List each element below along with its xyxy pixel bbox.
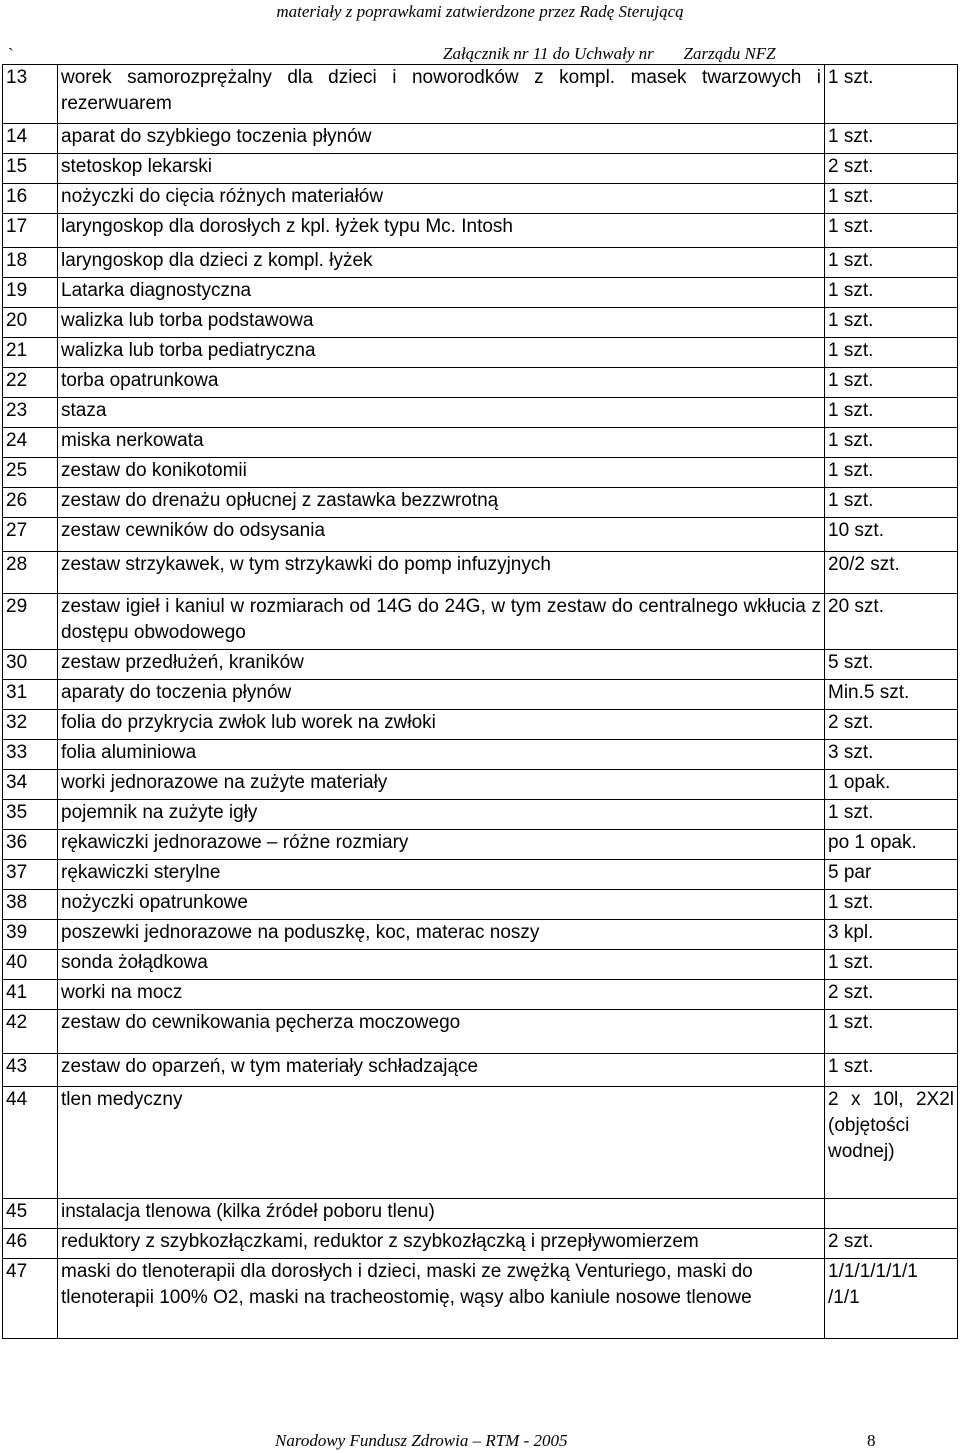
row-number: 39 xyxy=(3,920,58,950)
row-number: 28 xyxy=(3,552,58,594)
item-name: torba opatrunkowa xyxy=(58,368,825,398)
row-number: 31 xyxy=(3,680,58,710)
table-row xyxy=(3,860,958,890)
row-number: 14 xyxy=(3,124,58,154)
item-name: zestaw do drenażu opłucnej z zastawka bezzwrotną xyxy=(58,488,825,518)
table-row xyxy=(3,594,958,650)
item-name: zestaw do cewnikowania pęcherza moczowego xyxy=(58,1010,825,1054)
item-name: zestaw cewników do odsysania xyxy=(58,518,825,552)
table-row xyxy=(3,710,958,740)
item-quantity: 5 par xyxy=(825,860,958,890)
item-name: rękawiczki jednorazowe – różne rozmiary xyxy=(58,830,825,860)
item-name: zestaw do oparzeń, w tym materiały schładzające xyxy=(58,1054,825,1087)
table-row xyxy=(3,830,958,860)
row-number: 27 xyxy=(3,518,58,552)
item-name: poszewki jednorazowe na poduszkę, koc, materac noszy xyxy=(58,920,825,950)
item-name: folia do przykrycia zwłok lub worek na zwłoki xyxy=(58,710,825,740)
item-quantity xyxy=(825,1199,958,1229)
item-name: staza xyxy=(58,398,825,428)
item-name: worek samorozprężalny dla dzieci i noworodków z kompl. masek twarzowych i rezerwuarem xyxy=(58,65,825,124)
row-number: 30 xyxy=(3,650,58,680)
table-row xyxy=(3,1199,958,1229)
item-name: nożyczki opatrunkowe xyxy=(58,890,825,920)
item-quantity: 2 szt. xyxy=(825,980,958,1010)
item-name: stetoskop lekarski xyxy=(58,154,825,184)
item-quantity: 1 szt. xyxy=(825,278,958,308)
item-quantity: 1 szt. xyxy=(825,65,958,124)
row-number: 40 xyxy=(3,950,58,980)
item-quantity: 20/2 szt. xyxy=(825,552,958,594)
table-row xyxy=(3,488,958,518)
table-row xyxy=(3,154,958,184)
item-name: Latarka diagnostyczna xyxy=(58,278,825,308)
item-quantity: 3 kpl. xyxy=(825,920,958,950)
item-name: maski do tlenoterapii dla dorosłych i dzieci, maski ze zwężką Venturiego, maski do tlenoterapii 100% O2, maski na tracheostomię, wąsy albo kaniule nosowe tlenowe xyxy=(58,1259,825,1339)
table-row xyxy=(3,278,958,308)
table-row xyxy=(3,1259,958,1339)
document-header-note: materiały z poprawkami zatwierdzone przez Radę Sterującą xyxy=(276,2,684,21)
row-number: 16 xyxy=(3,184,58,214)
table-row xyxy=(3,980,958,1010)
table-row xyxy=(3,890,958,920)
table-row xyxy=(3,124,958,154)
equipment-table xyxy=(2,64,958,1339)
item-name: aparaty do toczenia płynów xyxy=(58,680,825,710)
table-row xyxy=(3,1087,958,1199)
table-row xyxy=(3,428,958,458)
row-number: 19 xyxy=(3,278,58,308)
table-row xyxy=(3,1010,958,1054)
table-row xyxy=(3,740,958,770)
row-number: 45 xyxy=(3,1199,58,1229)
item-quantity: 1 szt. xyxy=(825,248,958,278)
table-row xyxy=(3,552,958,594)
item-name: instalacja tlenowa (kilka źródeł poboru tlenu) xyxy=(58,1199,825,1229)
row-number: 43 xyxy=(3,1054,58,1087)
item-quantity: po 1 opak. xyxy=(825,830,958,860)
item-name: laryngoskop dla dorosłych z kpl. łyżek typu Mc. Intosh xyxy=(58,214,825,248)
item-name: reduktory z szybkozłączkami, reduktor z szybkozłączką i przepływomierzem xyxy=(58,1229,825,1259)
row-number: 13 xyxy=(3,65,58,124)
table-row xyxy=(3,214,958,248)
footer-text: Narodowy Fundusz Zdrowia – RTM - 2005 xyxy=(275,1431,568,1450)
item-quantity: 2 x 10l, 2X2l (objętości wodnej) xyxy=(825,1087,958,1199)
item-name: walizka lub torba pediatryczna xyxy=(58,338,825,368)
item-name: zestaw strzykawek, w tym strzykawki do pomp infuzyjnych xyxy=(58,552,825,594)
row-number: 33 xyxy=(3,740,58,770)
table-row xyxy=(3,65,958,124)
row-number: 34 xyxy=(3,770,58,800)
table-row xyxy=(3,458,958,488)
row-number: 20 xyxy=(3,308,58,338)
row-number: 47 xyxy=(3,1259,58,1339)
row-number: 44 xyxy=(3,1087,58,1199)
table-row xyxy=(3,800,958,830)
row-number: 24 xyxy=(3,428,58,458)
row-number: 32 xyxy=(3,710,58,740)
row-number: 23 xyxy=(3,398,58,428)
item-quantity: 2 szt. xyxy=(825,710,958,740)
item-name: folia aluminiowa xyxy=(58,740,825,770)
item-name: worki jednorazowe na zużyte materiały xyxy=(58,770,825,800)
row-number: 37 xyxy=(3,860,58,890)
row-number: 25 xyxy=(3,458,58,488)
item-name: laryngoskop dla dzieci z kompl. łyżek xyxy=(58,248,825,278)
item-quantity: 1 szt. xyxy=(825,308,958,338)
item-quantity: 1 szt. xyxy=(825,950,958,980)
table-row xyxy=(3,308,958,338)
item-quantity: 1 szt. xyxy=(825,1010,958,1054)
equipment-table-body xyxy=(3,65,958,1339)
table-row xyxy=(3,770,958,800)
page-number: 8 xyxy=(867,1431,876,1450)
page-footer xyxy=(0,1431,960,1451)
row-number: 15 xyxy=(3,154,58,184)
row-number: 29 xyxy=(3,594,58,650)
item-quantity: 3 szt. xyxy=(825,740,958,770)
item-quantity: 2 szt. xyxy=(825,1229,958,1259)
item-quantity: 1 szt. xyxy=(825,1054,958,1087)
item-quantity: 1/1/1/1/1/1 /1/1 xyxy=(825,1259,958,1339)
row-number: 18 xyxy=(3,248,58,278)
row-number: 35 xyxy=(3,800,58,830)
item-name: sonda żołądkowa xyxy=(58,950,825,980)
row-number: 41 xyxy=(3,980,58,1010)
item-name: zestaw przedłużeń, kraników xyxy=(58,650,825,680)
table-row xyxy=(3,920,958,950)
table-row xyxy=(3,1229,958,1259)
table-row xyxy=(3,950,958,980)
item-quantity: 1 szt. xyxy=(825,800,958,830)
item-quantity: 2 szt. xyxy=(825,154,958,184)
item-name: walizka lub torba podstawowa xyxy=(58,308,825,338)
attachment-reference: Załącznik nr 11 do Uchwały nr Zarządu NFZ xyxy=(443,44,776,63)
row-number: 17 xyxy=(3,214,58,248)
row-number: 21 xyxy=(3,338,58,368)
item-quantity: Min.5 szt. xyxy=(825,680,958,710)
row-number: 26 xyxy=(3,488,58,518)
item-name: nożyczki do cięcia różnych materiałów xyxy=(58,184,825,214)
table-row xyxy=(3,184,958,214)
table-row xyxy=(3,398,958,428)
item-quantity: 1 szt. xyxy=(825,124,958,154)
table-row xyxy=(3,248,958,278)
item-quantity: 1 szt. xyxy=(825,428,958,458)
item-name: worki na mocz xyxy=(58,980,825,1010)
item-quantity: 1 szt. xyxy=(825,458,958,488)
item-quantity: 1 szt. xyxy=(825,398,958,428)
item-quantity: 5 szt. xyxy=(825,650,958,680)
row-number: 38 xyxy=(3,890,58,920)
row-number: 22 xyxy=(3,368,58,398)
table-row xyxy=(3,518,958,552)
item-quantity: 1 szt. xyxy=(825,184,958,214)
item-name: rękawiczki sterylne xyxy=(58,860,825,890)
row-number: 42 xyxy=(3,1010,58,1054)
item-name: zestaw do konikotomii xyxy=(58,458,825,488)
item-quantity: 20 szt. xyxy=(825,594,958,650)
header-mark: ` xyxy=(8,45,14,64)
item-quantity: 10 szt. xyxy=(825,518,958,552)
item-quantity: 1 opak. xyxy=(825,770,958,800)
item-name: zestaw igieł i kaniul w rozmiarach od 14G do 24G, w tym zestaw do centralnego wkłucia z dostępu obwodowego xyxy=(58,594,825,650)
item-quantity: 1 szt. xyxy=(825,368,958,398)
item-name: aparat do szybkiego toczenia płynów xyxy=(58,124,825,154)
item-quantity: 1 szt. xyxy=(825,890,958,920)
table-row xyxy=(3,1054,958,1087)
item-name: miska nerkowata xyxy=(58,428,825,458)
row-number: 46 xyxy=(3,1229,58,1259)
row-number: 36 xyxy=(3,830,58,860)
item-quantity: 1 szt. xyxy=(825,338,958,368)
table-row xyxy=(3,338,958,368)
item-quantity: 1 szt. xyxy=(825,488,958,518)
table-row xyxy=(3,650,958,680)
table-row xyxy=(3,368,958,398)
item-quantity: 1 szt. xyxy=(825,214,958,248)
table-row xyxy=(3,680,958,710)
item-name: tlen medyczny xyxy=(58,1087,825,1199)
item-name: pojemnik na zużyte igły xyxy=(58,800,825,830)
